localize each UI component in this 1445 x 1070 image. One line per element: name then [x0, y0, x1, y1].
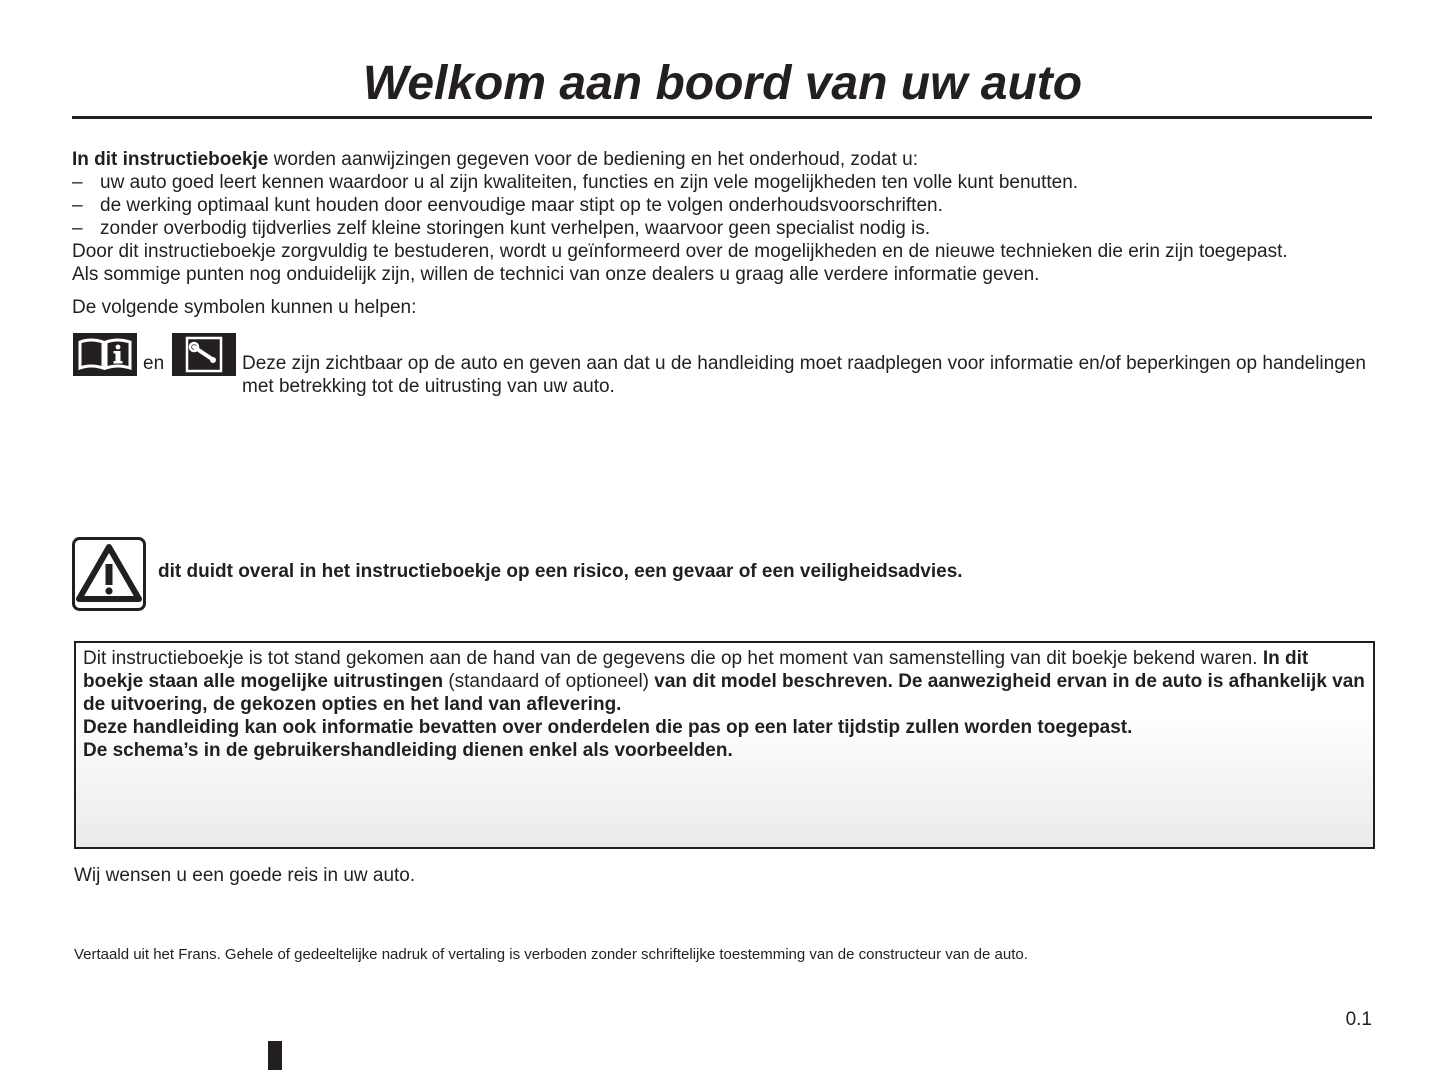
intro-closing-2: Als sommige punten nog onduidelijk zijn, willen de technici van onze dealers u graag alle verdere informatie geven. — [72, 264, 1040, 285]
page-number: 0.1 — [1345, 1009, 1372, 1030]
intro-bullet — [72, 217, 1382, 240]
bullet-marker: – — [72, 172, 83, 193]
closing-wish: Wij wensen u een goede reis in uw auto. — [74, 865, 416, 886]
notice-paragraph-3: De schema’s in de gebruikershandleiding dienen enkel als voorbeelden. — [83, 740, 733, 761]
symbols-description: Deze zijn zichtbaar op de auto en geven aan dat u de handleiding moet raadplegen voor informatie en/of beperkingen op handelingen met betrekking tot de uitrusting van uw auto. — [242, 353, 1366, 397]
page-title: Welkom aan boord van uw auto — [362, 57, 1083, 110]
bullet-marker: – — [72, 195, 83, 216]
notice-paragraph-1 — [83, 647, 1366, 716]
warning-triangle-icon — [72, 537, 146, 611]
title-divider — [72, 116, 1372, 119]
intro-bullet-text: zonder overbodig tijdverlies zelf kleine storingen kunt verhelpen, waarvoor geen specialist nodig is. — [100, 218, 931, 239]
notice-box — [74, 641, 1375, 849]
intro-bullet-text: uw auto goed leert kennen waardoor u al zijn kwaliteiten, functies en zijn vele mogelijkheden ten volle kunt benutten. — [100, 172, 1079, 193]
symbols-connector: en — [143, 353, 165, 374]
notice-text: Dit instructieboekje is tot stand gekomen aan de hand van de gegevens die op het moment van samenstelling van dit boekje bekend waren. — [83, 648, 1263, 669]
manual-book-info-icon — [73, 333, 137, 376]
notice-bold-text: In dit boekje staan alle mogelijke uitrustingen — [83, 648, 1309, 692]
intro-bullet — [72, 194, 1382, 217]
page-edge-marker — [268, 1041, 282, 1070]
intro-bullet-text: de werking optimaal kunt houden door eenvoudige maar stipt op te volgen onderhoudsvoorschriften. — [100, 195, 943, 216]
warning-text: dit duidt overal in het instructieboekje op een risico, een gevaar of een veiligheidsadvies. — [158, 561, 963, 582]
intro-bullet — [72, 171, 1382, 194]
notice-paragraph-2: Deze handleiding kan ook informatie bevatten over onderdelen die pas op een later tijdstip zullen worden toegepast. — [83, 717, 1133, 738]
intro-lead-rest: worden aanwijzingen gegeven voor de bediening en het onderhoud, zodat u: — [268, 149, 919, 170]
notice-text: (standaard of optioneel) — [443, 671, 655, 692]
intro-lead — [72, 148, 1382, 171]
wrench-manual-icon — [172, 333, 236, 376]
intro-section — [72, 148, 1382, 286]
intro-closing-1: Door dit instructieboekje zorgvuldig te bestuderen, wordt u geïnformeerd over de mogelijkheden en de nieuwe technieken die erin zijn toegepast. — [72, 241, 1288, 262]
notice-bold-text: van dit model beschreven. De aanwezigheid ervan in de auto is afhankelijk van de uitvoering, de gekozen opties en het land van aflevering. — [83, 671, 1365, 715]
bullet-marker: – — [72, 218, 83, 239]
intro-lead-bold: In dit instructieboekje — [72, 149, 269, 170]
symbols-lead: De volgende symbolen kunnen u helpen: — [72, 297, 417, 318]
legal-notice: Vertaald uit het Frans. Gehele of gedeeltelijke nadruk of vertaling is verboden zonder schriftelijke toestemming van de constructeur van de auto. — [74, 946, 1028, 963]
